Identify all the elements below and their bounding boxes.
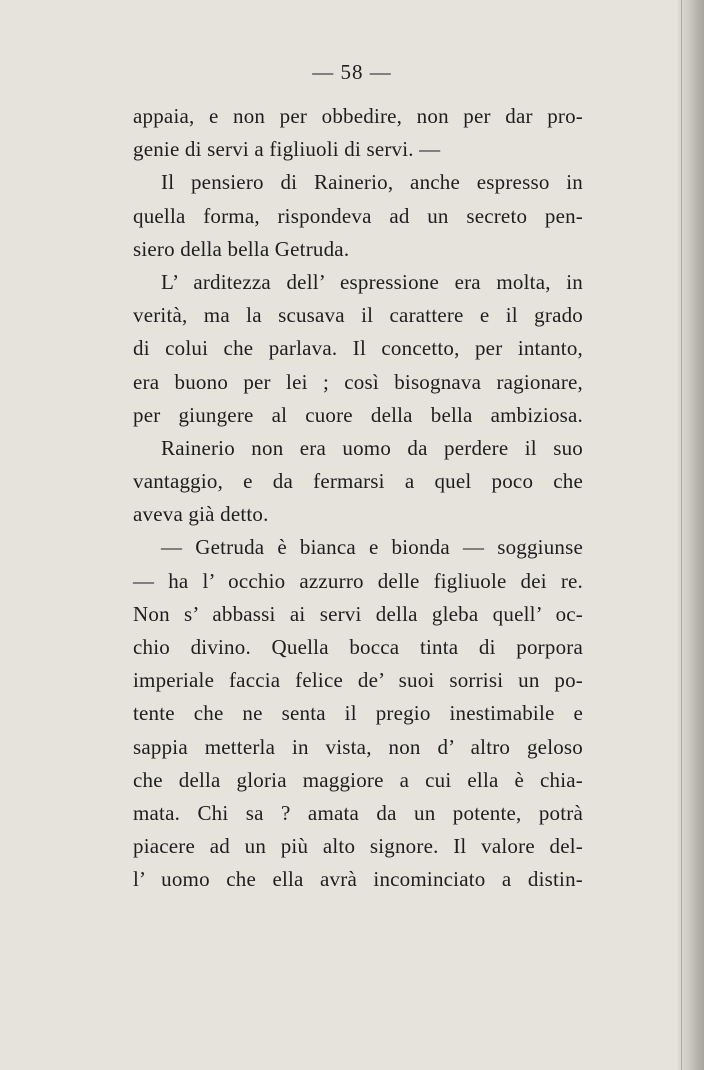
text-line: Rainerio non era uomo da perdere il suo	[161, 435, 583, 460]
text-line: tente che ne senta il pregio inestimabile e	[133, 701, 583, 726]
text-line: — ha l’ occhio azzurro delle figliuole dei re.	[133, 568, 583, 593]
text-line: L’ arditezza dell’ espressione era molta, in	[161, 269, 583, 294]
text-line: verità, ma la scusava il carattere e il grado	[133, 303, 583, 328]
text-line: l’ uomo che ella avrà incominciato a distin-	[133, 867, 583, 892]
text-line: per giungere al cuore della bella ambiziosa.	[133, 402, 583, 427]
text-line: Non s’ abbassi ai servi della gleba quell’ oc-	[133, 601, 583, 626]
text-line: quella forma, rispondeva ad un secreto pen-	[133, 203, 583, 228]
text-line: imperiale faccia felice de’ suoi sorrisi un po-	[133, 668, 583, 693]
text-line: sappia metterla in vista, non d’ altro geloso	[133, 734, 583, 759]
page-number: — 58 —	[312, 60, 392, 84]
text-line: che della gloria maggiore a cui ella è chia-	[133, 767, 583, 792]
text-line: chio divino. Quella bocca tinta di porpora	[133, 635, 583, 659]
text-line: era buono per lei ; così bisognava ragionare,	[133, 369, 583, 394]
text-line: mata. Chi sa ? amata da un potente, potrà	[133, 800, 583, 825]
text-line: piacere ad un più alto signore. Il valore del-	[133, 834, 583, 859]
text-line: appaia, e non per obbedire, non per dar pro-	[133, 104, 583, 128]
text-line: di colui che parlava. Il concetto, per intanto,	[133, 336, 583, 361]
text-line: siero della bella Getruda.	[133, 236, 350, 261]
text-line: genie di servi a figliuoli di servi. —	[133, 137, 441, 162]
body-text	[133, 100, 583, 897]
text-line: aveva già detto.	[133, 502, 269, 527]
text-line: Il pensiero di Rainerio, anche espresso in	[161, 170, 583, 195]
page-gutter-edge	[681, 0, 682, 1070]
text-line: — Getruda è bianca e bionda — soggiunse	[161, 535, 583, 560]
text-line: vantaggio, e da fermarsi a quel poco che	[133, 469, 583, 494]
